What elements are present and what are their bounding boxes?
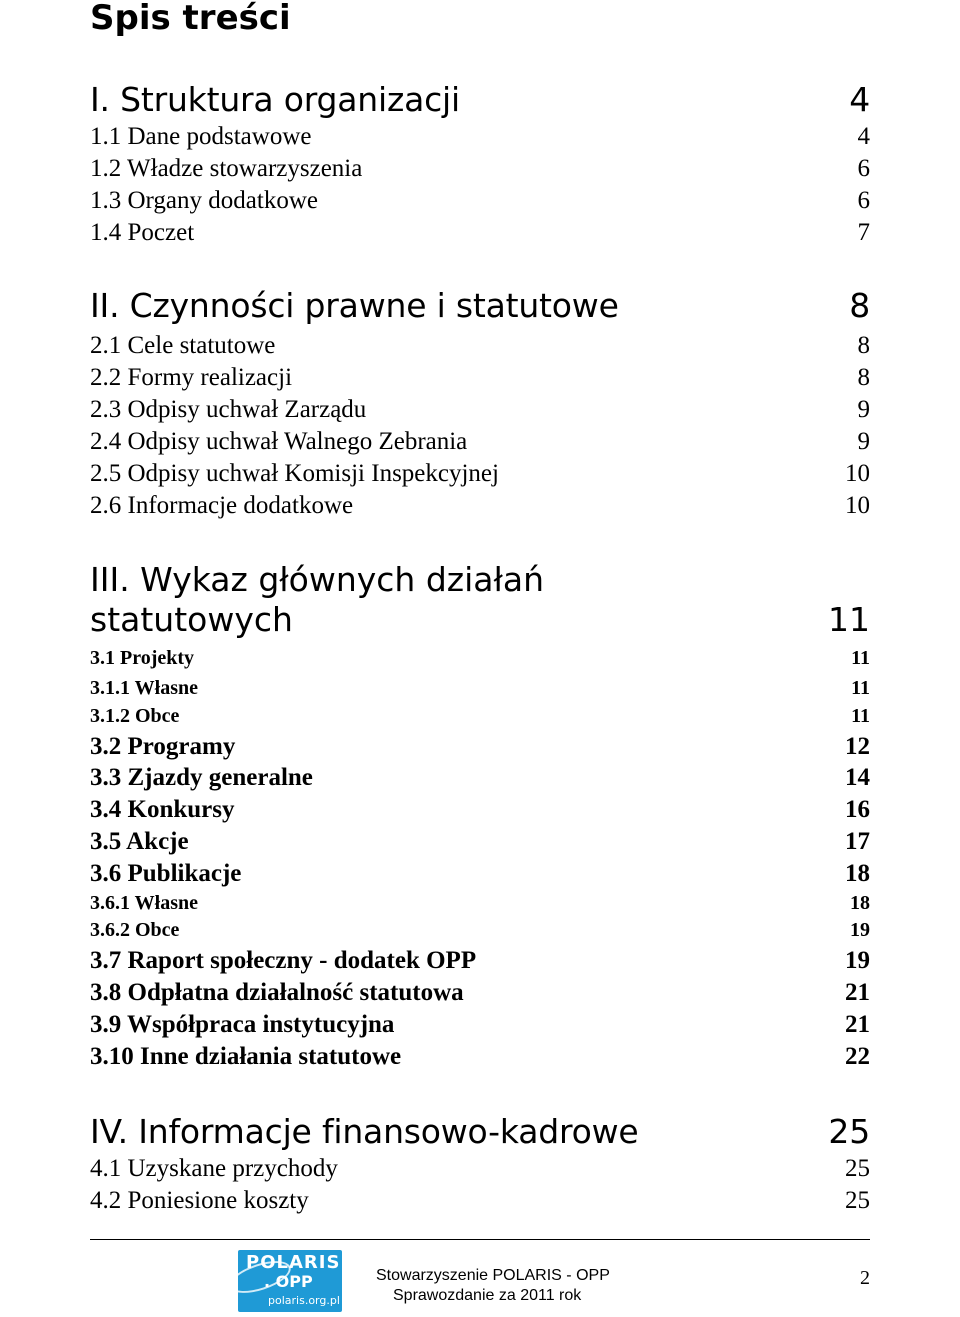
toc-entry-section-1[interactable] xyxy=(90,80,870,120)
toc-entry-title: 2.5 Odpisy uchwał Komisji Inspekcyjnej xyxy=(90,460,499,487)
toc-entry-1-4[interactable] xyxy=(90,218,870,248)
toc-entry-page: 18 xyxy=(845,860,870,887)
toc-entry-title: 2.2 Formy realizacji xyxy=(90,364,293,391)
toc-entry-3-1[interactable] xyxy=(90,646,870,670)
toc-entry-page: 4 xyxy=(849,80,870,119)
toc-entry-title: 2.6 Informacje dodatkowe xyxy=(90,492,354,519)
toc-entry-title: 1.3 Organy dodatkowe xyxy=(90,187,318,214)
toc-entry-page: 25 xyxy=(828,1112,870,1151)
toc-entry-title: IV. Informacje finansowo-kadrowe xyxy=(90,1112,639,1151)
toc-entry-3-6[interactable] xyxy=(90,859,870,889)
toc-entry-3-10[interactable] xyxy=(90,1042,870,1072)
toc-entry-section-4[interactable] xyxy=(90,1112,870,1152)
toc-entry-page: 21 xyxy=(845,1011,870,1038)
toc-entry-3-2[interactable] xyxy=(90,732,870,762)
toc-entry-page: 11 xyxy=(851,705,870,727)
toc-entry-title: 4.2 Poniesione koszty xyxy=(90,1187,309,1214)
toc-entry-page: 9 xyxy=(857,428,870,455)
toc-entry-3-5[interactable] xyxy=(90,827,870,857)
toc-entry-title: 3.1.1 Własne xyxy=(90,677,198,699)
toc-entry-title: 3.2 Programy xyxy=(90,733,236,760)
toc-entry-3-4[interactable] xyxy=(90,795,870,825)
toc-entry-title: 3.9 Współpraca instytucyjna xyxy=(90,1011,395,1038)
logo-url: polaris.org.pl xyxy=(268,1294,340,1307)
toc-entry-3-3[interactable] xyxy=(90,763,870,793)
toc-entry-page: 11 xyxy=(851,647,870,669)
toc-entry-title: 4.1 Uzyskane przychody xyxy=(90,1155,338,1182)
toc-entry-3-6-2[interactable] xyxy=(90,918,870,942)
toc-entry-page: 11 xyxy=(828,600,870,639)
toc-entry-page: 14 xyxy=(845,764,870,791)
page-title: Spis treści xyxy=(90,0,291,38)
toc-entry-2-2[interactable] xyxy=(90,363,870,393)
toc-entry-page: 17 xyxy=(845,828,870,855)
toc-entry-page: 6 xyxy=(857,187,870,214)
toc-entry-1-3[interactable] xyxy=(90,186,870,216)
toc-entry-page: 4 xyxy=(857,123,870,150)
toc-entry-page: 8 xyxy=(857,332,870,359)
toc-entry-title: 3.8 Odpłatna działalność statutowa xyxy=(90,979,464,1006)
toc-entry-title-line2-row xyxy=(90,600,870,640)
toc-entry-page: 11 xyxy=(851,677,870,699)
toc-entry-title: 2.3 Odpisy uchwał Zarządu xyxy=(90,396,367,423)
toc-entry-title: 3.4 Konkursy xyxy=(90,796,235,823)
toc-entry-page: 19 xyxy=(845,947,870,974)
toc-entry-page: 7 xyxy=(857,219,870,246)
toc-entry-page: 6 xyxy=(857,155,870,182)
toc-entry-title: 3.3 Zjazdy generalne xyxy=(90,764,313,791)
toc-entry-page: 9 xyxy=(857,396,870,423)
toc-entry-title: I. Struktura organizacji xyxy=(90,80,460,119)
toc-entry-title: 3.6 Publikacje xyxy=(90,860,242,887)
toc-entry-title: 3.7 Raport społeczny - dodatek OPP xyxy=(90,947,477,974)
page-number: 2 xyxy=(860,1267,870,1289)
toc-entry-4-2[interactable] xyxy=(90,1186,870,1216)
toc-entry-section-2[interactable] xyxy=(90,286,870,326)
footer-organization: Stowarzyszenie POLARIS - OPP xyxy=(376,1267,610,1284)
toc-entry-page: 25 xyxy=(845,1187,870,1214)
toc-entry-page: 25 xyxy=(845,1155,870,1182)
toc-entry-page: 12 xyxy=(845,733,870,760)
toc-entry-page: 8 xyxy=(849,286,870,325)
toc-entry-section-3[interactable] xyxy=(90,560,870,640)
toc-entry-page: 18 xyxy=(850,892,870,914)
toc-entry-3-8[interactable] xyxy=(90,978,870,1008)
toc-entry-title: 3.10 Inne działania statutowe xyxy=(90,1043,402,1070)
toc-entry-2-1[interactable] xyxy=(90,331,870,361)
toc-entry-page: 21 xyxy=(845,979,870,1006)
logo-text-mid: . OPP xyxy=(264,1272,313,1291)
toc-entry-2-3[interactable] xyxy=(90,395,870,425)
toc-entry-3-6-1[interactable] xyxy=(90,891,870,915)
footer-divider xyxy=(90,1239,870,1240)
toc-entry-title: 3.6.1 Własne xyxy=(90,892,198,914)
toc-entry-page: 19 xyxy=(850,919,870,941)
toc-entry-title: 3.1 Projekty xyxy=(90,647,195,669)
toc-entry-2-4[interactable] xyxy=(90,427,870,457)
toc-entry-title: 2.1 Cele statutowe xyxy=(90,332,276,359)
toc-entry-title: II. Czynności prawne i statutowe xyxy=(90,286,619,325)
toc-entry-page: 16 xyxy=(845,796,870,823)
toc-entry-title: 2.4 Odpisy uchwał Walnego Zebrania xyxy=(90,428,468,455)
toc-entry-title-line2: statutowych xyxy=(90,600,293,639)
toc-entry-page: 10 xyxy=(845,460,870,487)
toc-entry-title: 3.5 Akcje xyxy=(90,828,189,855)
logo-text-top: POLARIS xyxy=(246,1252,341,1273)
toc-entry-title: 3.1.2 Obce xyxy=(90,705,180,727)
polaris-logo xyxy=(238,1250,342,1312)
toc-entry-4-1[interactable] xyxy=(90,1154,870,1184)
toc-entry-1-2[interactable] xyxy=(90,154,870,184)
toc-entry-3-7[interactable] xyxy=(90,946,870,976)
toc-entry-3-9[interactable] xyxy=(90,1010,870,1040)
toc-entry-title: 3.6.2 Obce xyxy=(90,919,180,941)
toc-entry-page: 22 xyxy=(845,1043,870,1070)
toc-entry-title-line1: III. Wykaz głównych działań xyxy=(90,560,544,599)
toc-entry-page: 10 xyxy=(845,492,870,519)
toc-entry-title: 1.1 Dane podstawowe xyxy=(90,123,312,150)
toc-entry-3-1-2[interactable] xyxy=(90,704,870,728)
toc-entry-title: 1.4 Poczet xyxy=(90,219,195,246)
toc-entry-title: 1.2 Władze stowarzyszenia xyxy=(90,155,363,182)
footer-report-title: Sprawozdanie za 2011 rok xyxy=(393,1287,582,1304)
toc-entry-1-1[interactable] xyxy=(90,122,870,152)
toc-entry-2-5[interactable] xyxy=(90,459,870,489)
toc-entry-2-6[interactable] xyxy=(90,491,870,521)
toc-entry-page: 8 xyxy=(857,364,870,391)
toc-entry-3-1-1[interactable] xyxy=(90,676,870,700)
